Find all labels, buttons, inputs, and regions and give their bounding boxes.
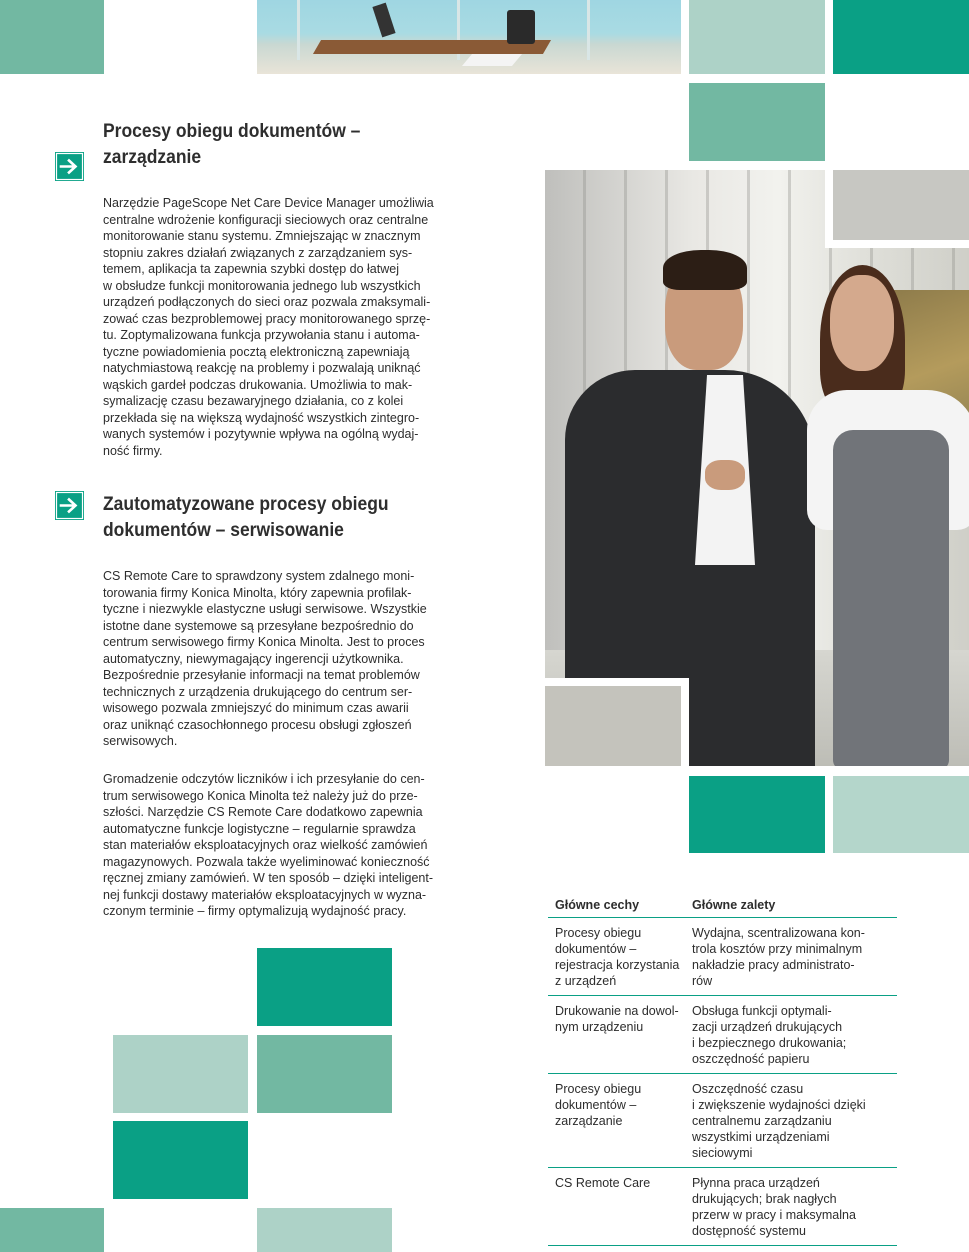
cell-line: Procesy obiegu	[555, 926, 642, 940]
table-row	[548, 918, 897, 996]
text-line: w obsłudze funkcji monitorowania jednego lub wszystkich	[103, 278, 421, 293]
text-line: zować czas bezproblemowej pracy monitorowanego sprzę-	[103, 311, 431, 326]
text-line: Bezpośrednie przesyłanie informacji na temat problemów	[103, 668, 420, 682]
cell-line: i bezpiecznego drukowania;	[692, 1036, 847, 1050]
text-line: tu. Zoptymalizowana funkcja przywołania stanu i automa-	[103, 328, 420, 342]
text-line: Gromadzenie odczytów liczników i ich przesyłanie do cen-	[103, 772, 425, 786]
text-line: automatyczne funkcje logistyczne – regularnie sprawdza	[103, 821, 416, 836]
feature-cell	[548, 1081, 692, 1161]
benefit-cell	[692, 1081, 897, 1161]
cell-line: Płynna praca urządzeń	[692, 1176, 820, 1190]
text-line: wąskich gardeł podczas drukowania. Umożliwia to mak-	[103, 377, 413, 392]
text-line: trum serwisowego Konica Minolta też należy już do prze-	[103, 788, 418, 803]
features-table	[548, 894, 897, 1246]
text-line: stan materiałów eksploatacyjnych oraz wielkość zamówień	[103, 838, 428, 852]
cell-line: rejestracja korzystania	[555, 958, 680, 972]
office-photo	[257, 0, 681, 74]
cell-line: dokumentów –	[555, 1098, 637, 1112]
decor-square	[689, 776, 825, 853]
decor-square	[257, 1035, 392, 1113]
title-line: Procesy obiegu dokumentów –	[103, 121, 361, 142]
decor-square	[113, 1035, 248, 1113]
text-line: przekłada się na większą wydajność wszystkich zintegro-	[103, 410, 420, 425]
text-line: natychmiastową reakcję na problemy i pozwalają uniknąć	[103, 361, 421, 375]
title-line: zarządzanie	[103, 147, 202, 168]
text-line: urządzeń podłączonych do sieci oraz pozwala zmaksymali-	[103, 295, 431, 309]
decor-square	[833, 0, 969, 74]
text-line: istotne dane systemowe są przesyłane bezpośrednio do	[103, 618, 414, 633]
title-line: Zautomatyzowane procesy obiegu	[103, 494, 389, 515]
cell-line: centralnemu zarządzaniu	[692, 1114, 832, 1128]
text-line: monitorowanie stanu systemu. Zmniejszając w znacznym	[103, 229, 421, 243]
text-line: tyczne powiadomienia pocztą elektroniczną zapewniają	[103, 344, 410, 359]
business-people-photo	[545, 170, 969, 766]
section-title	[103, 119, 360, 171]
text-line: CS Remote Care to sprawdzony system zdalnego moni-	[103, 569, 415, 583]
text-line: symalizację czasu bezawaryjnego działania, co z kolei	[103, 394, 404, 408]
cell-line: i zwiększenie wydajności dzięki	[692, 1098, 866, 1112]
decor-square	[689, 83, 825, 161]
table-row	[548, 1074, 897, 1168]
text-line: centrum serwisowego firmy Konica Minolta. Jest to proces	[103, 635, 425, 649]
cell-line: wszystkimi urządzeniami	[692, 1130, 830, 1144]
section-body	[103, 771, 458, 920]
text-line: wisowego pozwala zmniejszyć do minimum czas awarii	[103, 701, 409, 715]
table-row	[548, 996, 897, 1074]
section-body	[103, 195, 458, 459]
text-line: tyczne i niezwykle elastyczne usługi serwisowe. Wszystkie	[103, 602, 427, 616]
title-line: dokumentów – serwisowanie	[103, 520, 344, 541]
photo-corner-fill	[545, 686, 681, 766]
text-line: torowania firmy Konica Minolta, który zapewnia profilak-	[103, 585, 412, 600]
cell-line: oszczędność papieru	[692, 1052, 810, 1066]
text-line: ność firmy.	[103, 443, 163, 458]
cell-line: z urządzeń	[555, 974, 617, 988]
cell-line: sieciowymi	[692, 1146, 753, 1160]
arrow-right-icon	[55, 491, 84, 520]
decor-square	[689, 0, 825, 74]
feature-cell	[548, 1003, 692, 1067]
photo-corner-fill	[833, 170, 969, 240]
text-line: technicznych z urządzenia drukującego do centrum ser-	[103, 684, 413, 699]
arrow-right-icon	[55, 152, 84, 181]
table-header	[548, 894, 897, 918]
text-line: nej funkcji dostawy materiałów eksploatacyjnych w wyzna-	[103, 887, 427, 902]
cell-line: Procesy obiegu	[555, 1082, 642, 1096]
cell-line: Oszczędność czasu	[692, 1082, 804, 1096]
benefit-cell	[692, 1175, 897, 1239]
cell-line: drukujących; brak nagłych	[692, 1192, 837, 1206]
decor-square	[257, 1208, 392, 1252]
feature-cell	[548, 1175, 692, 1239]
feature-cell	[548, 925, 692, 989]
cell-line: nym urządzeniu	[555, 1020, 644, 1034]
cell-line: przerw w pracy i maksymalna	[692, 1208, 856, 1222]
benefit-cell	[692, 925, 897, 989]
text-line: czonym terminie – firmy optymalizują wydajność pracy.	[103, 904, 407, 918]
column-header: Główne cechy	[555, 898, 640, 912]
cell-line: Wydajna, scentralizowana kon-	[692, 926, 865, 940]
cell-line: CS Remote Care	[555, 1176, 651, 1190]
text-line: ręcznej zmiany zamówień. W ten sposób – dzięki inteligent-	[103, 871, 434, 885]
cell-line: nakładzie pracy administrato-	[692, 958, 855, 972]
text-line: wanych systemów i pozytywnie wpływa na ogólną wydaj-	[103, 427, 419, 441]
decor-square	[257, 948, 392, 1026]
cell-line: Obsługa funkcji optymali-	[692, 1004, 832, 1018]
cell-line: rów	[692, 974, 713, 988]
text-line: oraz uniknąć czasochłonnego procesu obsługi zgłoszeń	[103, 717, 412, 732]
text-line: magazynowych. Pozwala także wyeliminować konieczność	[103, 854, 430, 869]
cell-line: trola kosztów przy minimalnym	[692, 942, 863, 956]
text-line: centralne wdrożenie konfiguracji sieciowych oraz centralne	[103, 212, 429, 227]
cell-line: dokumentów –	[555, 942, 637, 956]
benefit-cell	[692, 1003, 897, 1067]
column-header: Główne zalety	[692, 898, 776, 912]
decor-square	[113, 1121, 248, 1199]
decor-square	[833, 776, 969, 853]
section-title	[103, 492, 389, 544]
decor-square	[0, 0, 104, 74]
text-line: automatyczny, niewymagający ingerencji użytkownika.	[103, 651, 404, 666]
text-line: szłości. Narzędzie CS Remote Care dodatkowo zapewnia	[103, 805, 423, 819]
cell-line: Drukowanie na dowol-	[555, 1004, 679, 1018]
cell-line: dostępność systemu	[692, 1224, 806, 1238]
text-line: temem, aplikacja ta zapewnia szybki dostęp do łatwej	[103, 262, 399, 276]
decor-square	[0, 1208, 104, 1252]
section-body	[103, 568, 458, 750]
cell-line: zarządzanie	[555, 1114, 623, 1128]
cell-line: zacji urządzeń drukujących	[692, 1020, 843, 1034]
table-row	[548, 1168, 897, 1246]
text-line: stopniu zakres działań związanych z zarządzaniem sys-	[103, 245, 413, 260]
text-line: Narzędzie PageScope Net Care Device Manager umożliwia	[103, 196, 434, 210]
text-line: serwisowych.	[103, 734, 178, 748]
